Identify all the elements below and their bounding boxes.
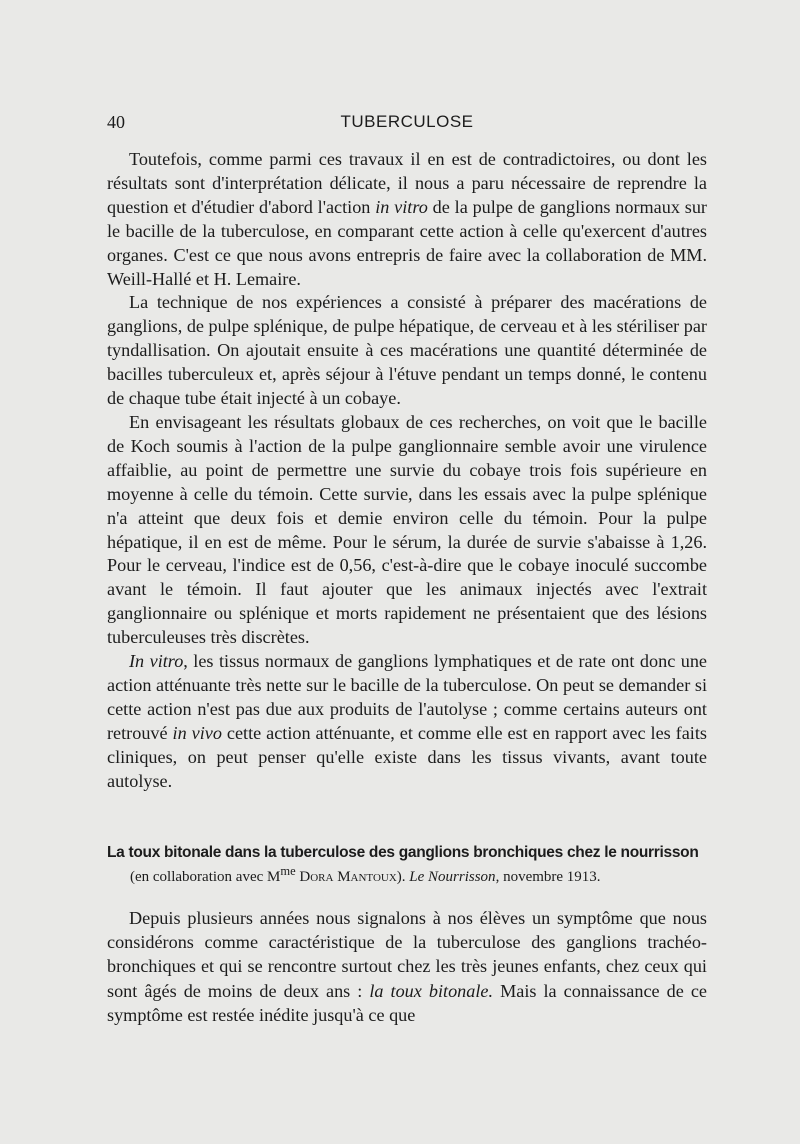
paragraph-text: de la pulpe de ganglions normaux sur le bacille de la tuberculose, en comparant cette action à celle qu'exercent d'autres organes. C'est ce que nous avons entrepris de faire avec la collaboration de MM. Weill-Hallé et H. Lemaire. [107, 196, 707, 289]
running-title: TUBERCULOSE [340, 112, 474, 131]
article-title: La toux bitonale dans la tuberculose des ganglions bronchiques chez le nourrisson [107, 844, 699, 861]
paragraph-5 [107, 906, 707, 1027]
journal-name: Le Nourrisson [409, 869, 496, 885]
paragraph-text: , les tissus normaux de ganglions lymphatiques et de rate ont donc une action atténuante très nette sur le bacille de la tuberculose. On peut se demander si cette action n'est pas due aux produits de l'autolyse ; comme certains auteurs ont retrouvé [107, 651, 708, 743]
paragraph-2 [107, 291, 707, 411]
italic-term: la toux bitonale. [369, 980, 494, 1001]
page-number: 40 [107, 112, 125, 132]
citation-open: (en collaboration avec M [130, 869, 281, 885]
citation-name: Dora Mantoux [295, 869, 397, 885]
citation-date: , novembre 1913. [495, 869, 601, 885]
paragraph-text: En envisageant les résultats globaux de ces recherches, on voit que le bacille de Koch soumis à l'action de la pulpe ganglionnaire semble avoir une virulence affaiblie, au point de permettre une survie du cobaye trois fois supérieure en moyenne à celle du témoin. Cette survie, dans les essais avec la pulpe splénique n'a atteint que deux fois et demie environ celle du témoin. Pour la pulpe hépatique, il en est de même. Pour le sérum, la durée de survie s'abaisse à 1,26. Pour le cerveau, l'indice est de 0,56, c'est-à-dire que le cobaye inoculé succombe avant le témoin. Il faut ajouter que les animaux injectés avec l'extrait ganglionnaire ou splénique et morts rapidement ne présentaient que des lésions tuberculeuses très discrètes. [107, 411, 707, 648]
body-text [107, 148, 707, 793]
paragraph-text: La technique de nos expériences a consisté à préparer des macérations de ganglions, de pulpe splénique, de pulpe hépatique, de cerveau et à les stériliser par tyndallisation. On ajoutait ensuite à ces macérations une quantité déterminée de bacilles tuberculeux et, après séjour à l'étuve pendant un temps donné, le contenu de chaque tube était injecté à un cobaye. [107, 292, 707, 409]
italic-term: In vitro [129, 651, 184, 672]
paragraph-text: Depuis plusieurs années nous signalons à nos élèves un symptôme que nous considérons comme caractéristique de la tuberculose des ganglions trachéo-bronchiques et qui se rencontre surtout chez les très jeunes enfants, chez ceux qui sont âgés de moins de deux ans : [107, 908, 707, 1001]
article-citation [130, 864, 710, 886]
paragraph-text: Toutefois, comme parmi ces travaux il en est de contradictoires, ou dont les résultats sont d'interprétation délicate, il nous a paru nécessaire de reprendre la question et d'étudier d'abord l'action [107, 149, 707, 217]
paragraph-4 [107, 650, 707, 793]
italic-term: in vitro [375, 196, 428, 217]
citation-sup: me [280, 864, 296, 878]
paragraph-1 [107, 148, 707, 291]
page-header [107, 112, 707, 136]
paragraph-text: cette action atténuante, et comme elle est en rapport avec les faits cliniques, on peut penser qu'elle existe dans les tissus vivants, avant toute autolyse. [107, 722, 707, 791]
paragraph-3 [107, 411, 707, 650]
citation-close: ). [396, 869, 410, 885]
italic-term: in vivo [172, 722, 222, 743]
section-2-text [107, 906, 707, 1027]
paragraph-text: Mais la connaissance de ce symptôme est restée inédite jusqu'à ce que [107, 980, 707, 1025]
